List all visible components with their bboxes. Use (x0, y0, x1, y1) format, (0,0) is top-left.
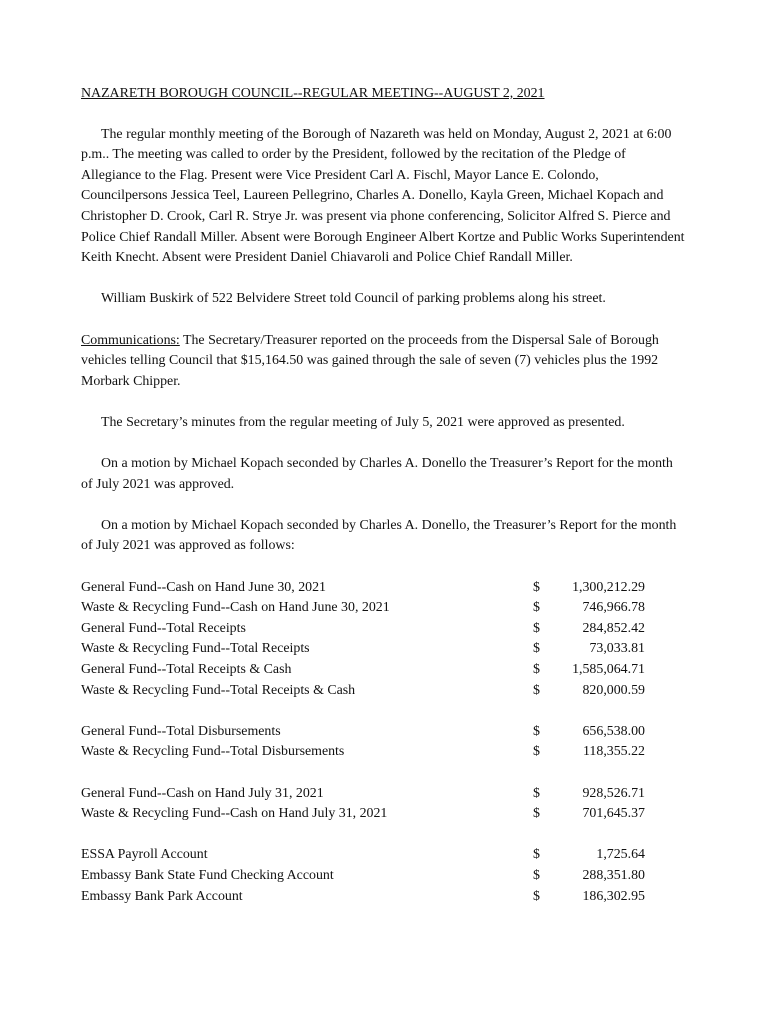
document-title: NAZARETH BOROUGH COUNCIL--REGULAR MEETING--AUGUST 2, 2021 (81, 86, 545, 101)
communications-heading: Communications: (81, 332, 180, 348)
financial-amount: 288,351.80 (582, 867, 645, 883)
financial-label: General Fund--Total Receipts & Cash (81, 662, 292, 678)
financial-label: Waste & Recycling Fund--Total Receipts & Cash (81, 682, 356, 698)
public-comment-paragraph: William Buskirk of 522 Belvidere Street told Council of parking problems along his street. (101, 291, 606, 307)
financial-label: General Fund--Cash on Hand July 31, 2021 (81, 785, 324, 801)
financial-amount: 820,000.59 (582, 682, 645, 698)
financial-row (81, 619, 685, 640)
financial-row (81, 578, 685, 599)
financial-row (81, 845, 685, 866)
financial-label: Embassy Bank Park Account (81, 888, 243, 904)
document-page (81, 84, 685, 928)
financial-row (81, 804, 685, 825)
financial-amount: 656,538.00 (582, 723, 645, 739)
financial-label: ESSA Payroll Account (81, 847, 208, 863)
currency-symbol: $ (533, 600, 540, 616)
financial-amount: 1,725.64 (596, 847, 645, 863)
financial-label: General Fund--Cash on Hand June 30, 2021 (81, 579, 326, 595)
financial-row (81, 866, 685, 887)
currency-symbol: $ (533, 662, 540, 678)
currency-symbol: $ (533, 867, 540, 883)
financial-label: Waste & Recycling Fund--Cash on Hand July 31, 2021 (81, 806, 388, 822)
minutes-paragraph: The Secretary’s minutes from the regular meeting of July 5, 2021 were approved as presented. (101, 414, 625, 430)
currency-symbol: $ (533, 641, 540, 657)
communications-text: The Secretary/Treasurer reported on the proceeds from the Dispersal Sale of Borough vehicles telling Council that $15,164.50 was gained through the sale of seven (7) vehicles plus the 1992 Morbark Chipper. (81, 332, 659, 389)
financial-row (81, 681, 685, 702)
financial-row (81, 887, 685, 908)
financial-amount: 928,526.71 (582, 785, 645, 801)
communications-paragraph (81, 331, 685, 393)
financial-amount: 73,033.81 (589, 641, 645, 657)
motion-treasurer-report-details: On a motion by Michael Kopach seconded by Charles A. Donello, the Treasurer’s Report for the month of July 2021 was approved as follows: (81, 517, 677, 554)
financial-row (81, 639, 685, 660)
financial-amount: 701,645.37 (582, 806, 645, 822)
financial-group-disbursements (81, 722, 685, 763)
intro-paragraph: The regular monthly meeting of the Borough of Nazareth was held on Monday, August 2, 2021 at 6:00 p.m.. The meeting was called to order by the President, followed by the recitation of the Pledge of Allegiance to the Flag. Present were Vice President Carl A. Fischl, Mayor Lance E. Colondo, Councilpersons Jessica Teel, Laureen Pellegrino, Charles A. Donello, Kayla Green, Michael Kopach and Christopher D. Crook, Carl R. Strye Jr. was present via phone conferencing, Solicitor Alfred S. Pierce and Police Chief Randall Miller. Absent were Borough Engineer Albert Kortze and Public Works Superintendent Keith Knecht. Absent were President Daniel Chiavaroli and Police Chief Randall Miller. (81, 126, 685, 266)
financial-label: General Fund--Total Disbursements (81, 723, 281, 739)
financial-label: Waste & Recycling Fund--Total Disbursements (81, 744, 345, 760)
financial-label: General Fund--Total Receipts (81, 620, 246, 636)
financial-amount: 186,302.95 (582, 888, 645, 904)
financial-amount: 1,300,212.29 (572, 579, 645, 595)
financial-label: Embassy Bank State Fund Checking Account (81, 867, 334, 883)
financial-label: Waste & Recycling Fund--Cash on Hand June 30, 2021 (81, 600, 390, 616)
currency-symbol: $ (533, 744, 540, 760)
currency-symbol: $ (533, 785, 540, 801)
financial-amount: 1,585,064.71 (572, 662, 645, 678)
currency-symbol: $ (533, 579, 540, 595)
financial-row (81, 598, 685, 619)
financial-group-receipts (81, 578, 685, 702)
currency-symbol: $ (533, 682, 540, 698)
financial-amount: 284,852.42 (582, 620, 645, 636)
currency-symbol: $ (533, 847, 540, 863)
financial-row (81, 660, 685, 681)
financial-group-cash-on-hand (81, 784, 685, 825)
motion-treasurer-report-approved: On a motion by Michael Kopach seconded by Charles A. Donello the Treasurer’s Report for the month of July 2021 was approved. (81, 456, 673, 492)
currency-symbol: $ (533, 620, 540, 636)
currency-symbol: $ (533, 888, 540, 904)
currency-symbol: $ (533, 806, 540, 822)
financial-amount: 746,966.78 (582, 600, 645, 616)
financial-row (81, 722, 685, 743)
financial-row (81, 742, 685, 763)
financial-row (81, 784, 685, 805)
currency-symbol: $ (533, 723, 540, 739)
financial-group-accounts (81, 845, 685, 907)
financial-report (81, 578, 685, 908)
financial-label: Waste & Recycling Fund--Total Receipts (81, 641, 310, 657)
financial-amount: 118,355.22 (583, 744, 645, 760)
